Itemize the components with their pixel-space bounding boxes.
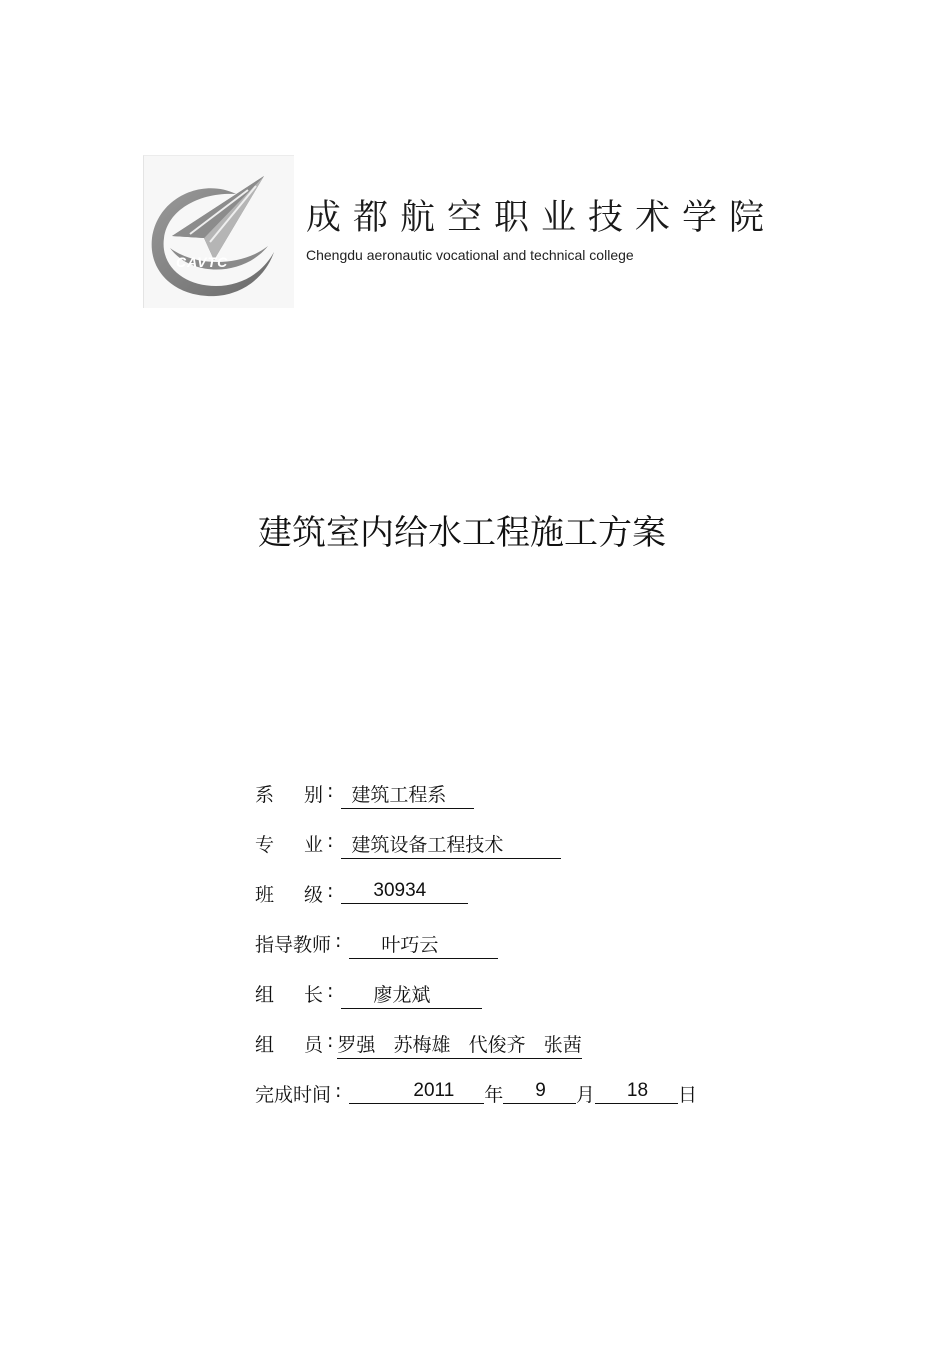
leader-value: 廖龙斌 bbox=[341, 980, 482, 1009]
year-unit: 年 bbox=[484, 1084, 504, 1106]
colon: : bbox=[335, 1080, 342, 1102]
colon: : bbox=[327, 980, 334, 1002]
info-block bbox=[255, 780, 855, 1130]
colon: : bbox=[327, 880, 334, 902]
completion-label: 完成时间 bbox=[255, 1084, 332, 1106]
document-title: 建筑室内给水工程施工方案 bbox=[258, 513, 666, 553]
info-row-leader bbox=[255, 980, 855, 1030]
department-value: 建筑工程系 bbox=[341, 780, 474, 809]
college-name-cn: 成都航空职业技术学院 bbox=[306, 198, 777, 238]
college-name-en: Chengdu aeronautic vocational and technical college bbox=[306, 247, 634, 263]
info-row-major bbox=[255, 830, 855, 880]
info-row-completion bbox=[255, 1080, 855, 1130]
info-row-advisor bbox=[255, 930, 855, 980]
colon: : bbox=[327, 780, 334, 802]
class-label: 班 级 bbox=[255, 884, 323, 906]
class-value: 30934 bbox=[341, 880, 468, 904]
members-label: 组 员 bbox=[255, 1034, 323, 1056]
members-value: 罗强 苏梅雄 代俊齐 张茜 bbox=[337, 1030, 581, 1059]
info-row-class bbox=[255, 880, 855, 930]
major-label: 专 业 bbox=[255, 834, 323, 856]
major-value: 建筑设备工程技术 bbox=[341, 830, 561, 859]
info-row-department bbox=[255, 780, 855, 830]
colon: : bbox=[327, 1030, 334, 1052]
info-row-members bbox=[255, 1030, 855, 1080]
department-label: 系 别 bbox=[255, 784, 323, 806]
logo-text: CAVTC bbox=[176, 254, 229, 270]
day-unit: 日 bbox=[678, 1084, 698, 1106]
completion-day: 18 bbox=[595, 1080, 678, 1104]
colon: : bbox=[327, 830, 334, 852]
college-logo bbox=[143, 155, 294, 308]
month-unit: 月 bbox=[575, 1084, 595, 1106]
advisor-value: 叶巧云 bbox=[349, 930, 498, 959]
completion-year: 2011 bbox=[349, 1080, 484, 1104]
leader-label: 组 长 bbox=[255, 984, 323, 1006]
colon: : bbox=[335, 930, 342, 952]
cavtc-emblem-icon bbox=[144, 156, 294, 308]
advisor-label: 指导教师 bbox=[255, 934, 332, 956]
completion-month: 9 bbox=[503, 1080, 576, 1104]
